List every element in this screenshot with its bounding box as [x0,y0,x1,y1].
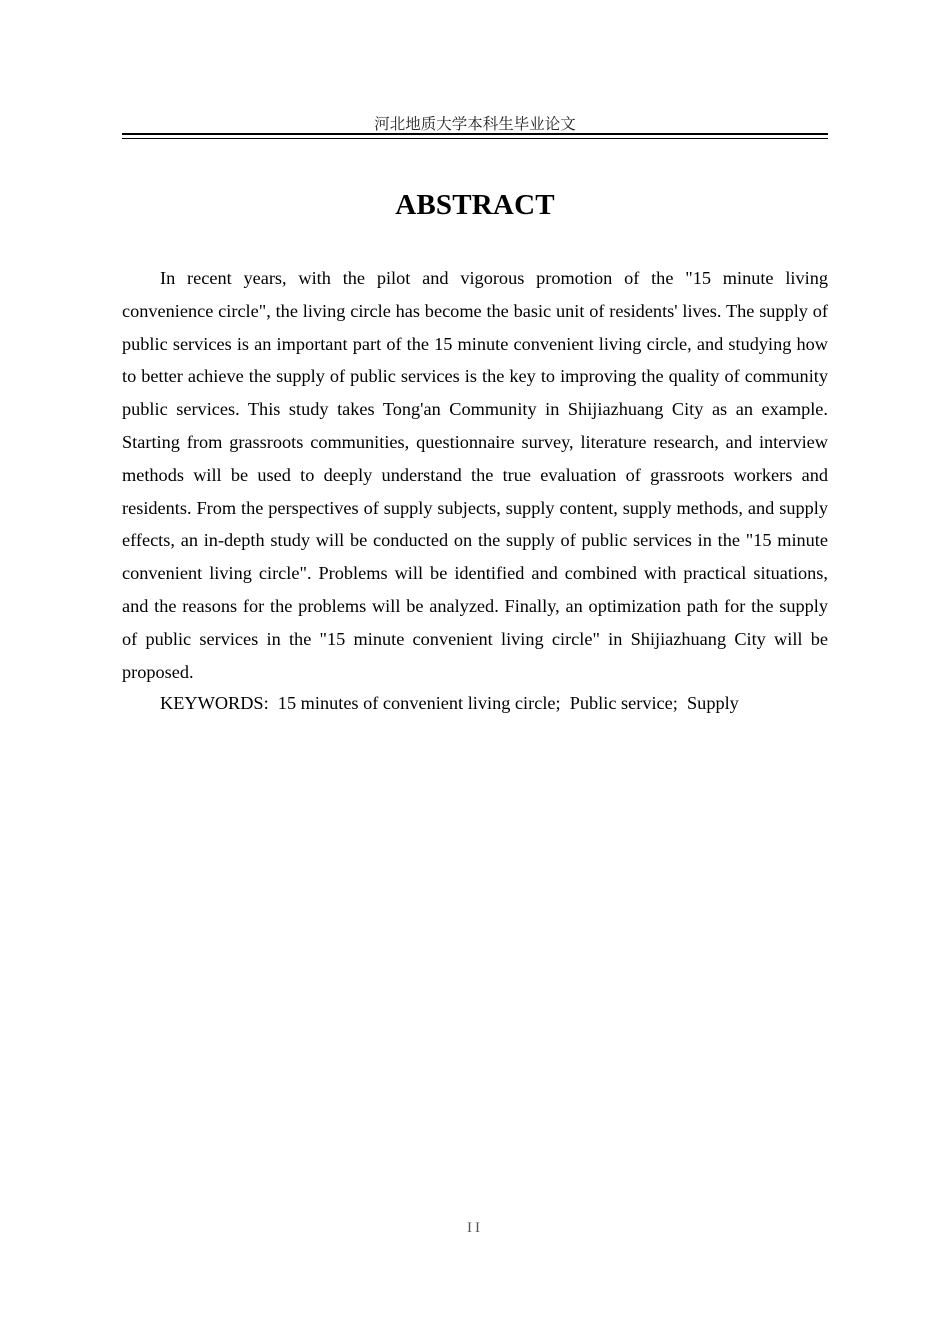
running-header: 河北地质大学本科生毕业论文 [374,115,576,133]
abstract-title: ABSTRACT [395,189,555,221]
abstract-body: In recent years, with the pilot and vigorous promotion of the "15 minute living convenience circle", the living circle has become the basic unit of residents' lives. The supply of public services is an important part of the 15 minute convenient living circle, and studying how to better achieve the supply of public services is the key to improving the quality of community public services. This study takes Tong'an Community in Shijiazhuang City as an example. Starting from grassroots communities, questionnaire survey, literature research, and interview methods will be used to deeply understand the true evaluation of grassroots workers and residents. From the perspectives of supply subjects, supply content, supply methods, and supply effects, an in-depth study will be conducted on the supply of public services in the "15 minute convenient living circle". Problems will be identified and combined with practical situations, and the reasons for the problems will be analyzed. Finally, an optimization path for the supply of public services in the "15 minute convenient living circle" in Shijiazhuang City will be proposed. [122,268,828,682]
keywords-line: KEYWORDS: 15 minutes of convenient living circle; Public service; Supply [160,693,739,713]
header-rule-thick [122,133,828,135]
page-number: II [467,1220,483,1236]
header-rule-thin [122,138,828,139]
